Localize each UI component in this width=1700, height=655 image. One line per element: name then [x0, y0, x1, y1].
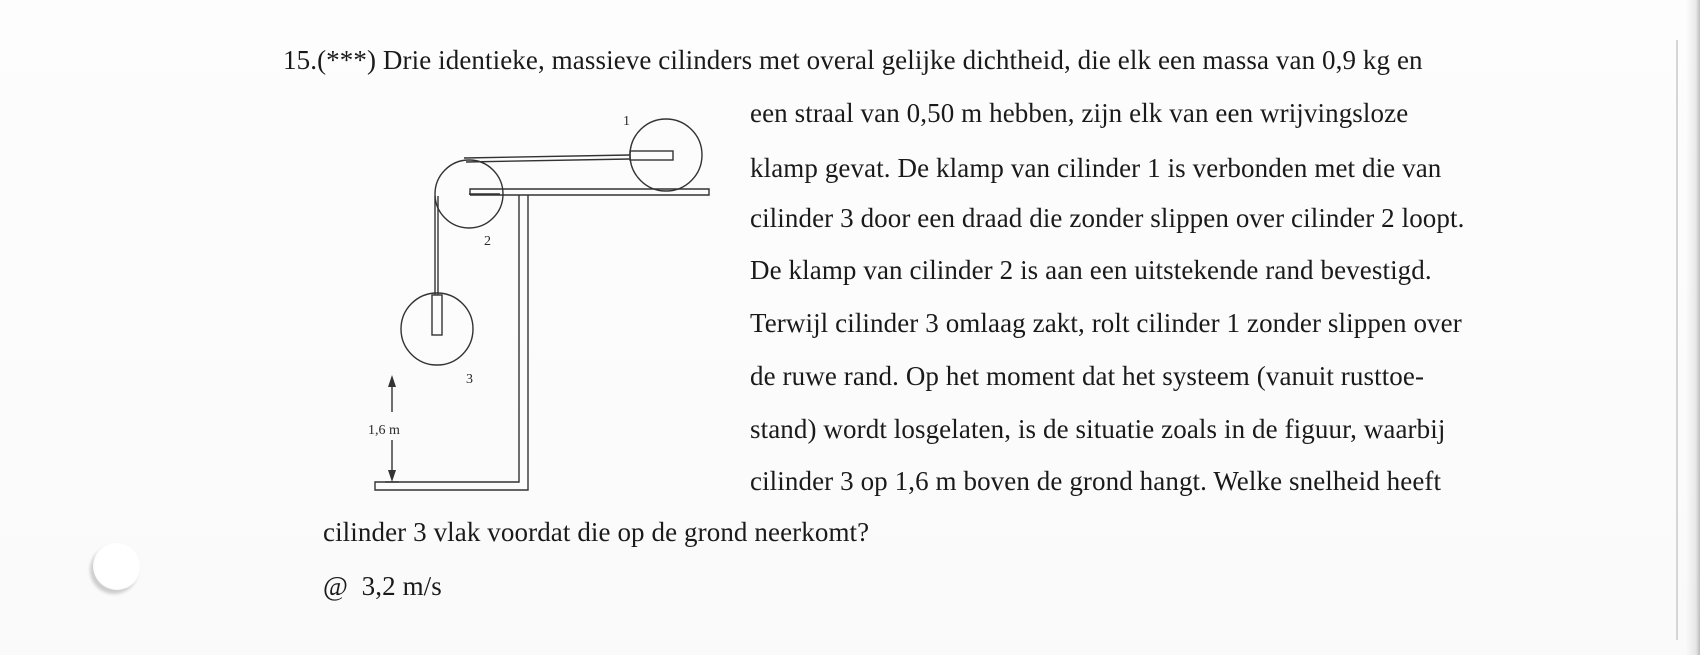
punch-hole [93, 542, 141, 590]
problem-text-line-9: cilinder 3 op 1,6 m boven de grond hangt. Welke snelheid heeft [750, 466, 1442, 496]
height-arrow-head-up [388, 375, 396, 387]
problem-text-line-10: cilinder 3 vlak voordat die op de grond neerkomt? [323, 517, 870, 547]
cylinder-3 [401, 293, 473, 365]
problem-text-line-5: De klamp van cilinder 2 is aan een uitstekende rand bevestigd. [750, 255, 1432, 285]
height-label: 1,6 m [368, 423, 400, 438]
problem-text-line-1: Drie identieke, massieve cilinders met overal gelijke dichtheid, die elk een massa van 0,9 kg en [382, 45, 1423, 75]
answer-value: 3,2 m/s [361, 571, 442, 601]
string-top-2 [466, 159, 630, 162]
height-arrow-head-down [388, 470, 396, 482]
string-top [464, 155, 630, 158]
answer-line [323, 570, 442, 602]
cylinder-2-label: 2 [484, 234, 491, 249]
cylinder-3-clamp [432, 295, 442, 335]
page-edge-line [1676, 40, 1678, 640]
problem-text-line-8: stand) wordt losgelaten, is de situatie zoals in de figuur, waarbij [750, 414, 1446, 444]
pulley-figure [340, 100, 740, 500]
cylinder-1-clamp [630, 151, 673, 160]
cylinder-1-label: 1 [623, 114, 630, 129]
cylinder-1 [630, 119, 702, 191]
cylinder-3-label: 3 [466, 372, 473, 387]
problem-first-line [283, 44, 1423, 76]
problem-text-line-2: een straal van 0,50 m hebben, zijn elk van een wrijvingsloze [750, 98, 1409, 128]
problem-text-line-4: cilinder 3 door een draad die zonder slippen over cilinder 2 loopt. [750, 203, 1465, 233]
problem-difficulty: (***) [317, 45, 377, 75]
problem-text-line-3: klamp gevat. De klamp van cilinder 1 is verbonden met die van [750, 153, 1442, 183]
problem-text-line-6: Terwijl cilinder 3 omlaag zakt, rolt cilinder 1 zonder slippen over [750, 308, 1462, 338]
problem-text-line-7: de ruwe rand. Op het moment dat het systeem (vanuit rusttoe- [750, 361, 1425, 391]
wall-frame [375, 195, 528, 490]
problem-number: 15. [283, 45, 318, 75]
answer-symbol: @ [323, 571, 348, 601]
page-edge-shadow [1686, 0, 1700, 655]
